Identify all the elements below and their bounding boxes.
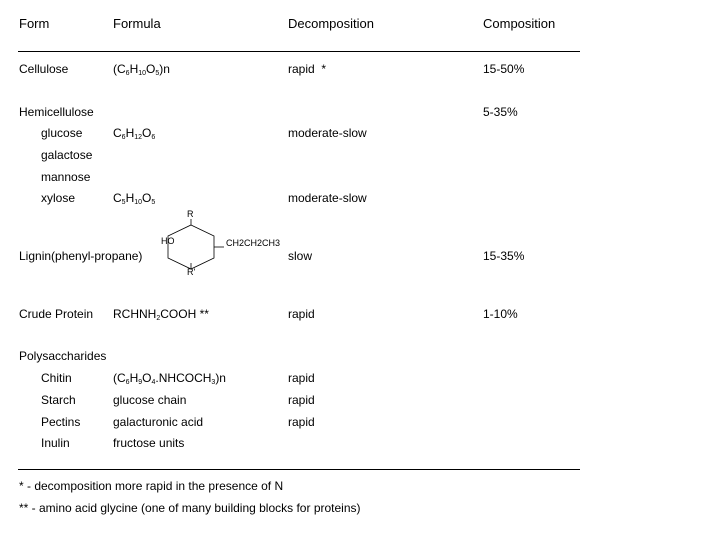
- xylose-form: xylose: [41, 191, 76, 205]
- header-composition: Composition: [483, 16, 556, 31]
- starch-formula: glucose chain: [113, 393, 187, 407]
- glucose-form: glucose: [41, 126, 83, 140]
- phenyl-propane-structure: [155, 205, 285, 280]
- cellulose-form: Cellulose: [19, 62, 69, 76]
- header-form: Form: [19, 16, 50, 31]
- hemicellulose-composition: 5-35%: [483, 105, 518, 119]
- header-rule: [18, 51, 580, 52]
- inulin-form: Inulin: [41, 436, 70, 450]
- structure-ho-label: HO: [161, 236, 175, 246]
- xylose-decomposition: moderate-slow: [288, 191, 367, 205]
- protein-decomposition: rapid: [288, 307, 315, 321]
- protein-formula: $RCHNH_2COOH$ **: [113, 307, 209, 322]
- protein-form: Crude Protein: [19, 307, 94, 321]
- chitin-decomposition: rapid: [288, 371, 315, 385]
- cellulose-composition: 15-50%: [483, 62, 525, 76]
- structure-r-label: R: [187, 209, 194, 219]
- footnote-1: * - decomposition more rapid in the presence of N: [19, 479, 284, 493]
- footnote-2: ** - amino acid glycine (one of many building blocks for proteins): [19, 501, 361, 515]
- header-formula: Formula: [113, 16, 161, 31]
- pectins-form: Pectins: [41, 415, 81, 429]
- lignin-decomposition: slow: [288, 249, 313, 263]
- hemicellulose-form: Hemicellulose: [19, 105, 94, 119]
- footer-rule: [18, 469, 580, 470]
- protein-composition: 1-10%: [483, 307, 518, 321]
- cellulose-formula: $(C_6H_{10}O_5)n$: [113, 62, 170, 77]
- lignin-composition: 15-35%: [483, 249, 525, 263]
- pectins-decomposition: rapid: [288, 415, 315, 429]
- glucose-decomposition: moderate-slow: [288, 126, 367, 140]
- starch-decomposition: rapid: [288, 393, 315, 407]
- chitin-form: Chitin: [41, 371, 72, 385]
- cellulose-decomposition: rapid *: [288, 62, 327, 76]
- benzene-ring: [168, 225, 214, 269]
- chitin-formula: $(C_6H_9O_4.NHCOCH_3)n$: [113, 371, 226, 386]
- mannose-form: mannose: [41, 170, 91, 184]
- xylose-formula: $C_5H_{10}O_5$: [113, 191, 156, 206]
- header-decomposition: Decomposition: [288, 16, 374, 31]
- galactose-form: galactose: [41, 148, 93, 162]
- inulin-formula: fructose units: [113, 436, 185, 450]
- starch-form: Starch: [41, 393, 76, 407]
- polysaccharides-form: Polysaccharides: [19, 349, 107, 363]
- lignin-form: Lignin(phenyl-propane): [19, 249, 143, 263]
- structure-r2-label: R': [187, 267, 196, 277]
- structure-chain-label: CH2CH2CH3: [226, 238, 281, 248]
- pectins-formula: galacturonic acid: [113, 415, 204, 429]
- glucose-formula: $C_6H_{12}O_6$: [113, 126, 156, 141]
